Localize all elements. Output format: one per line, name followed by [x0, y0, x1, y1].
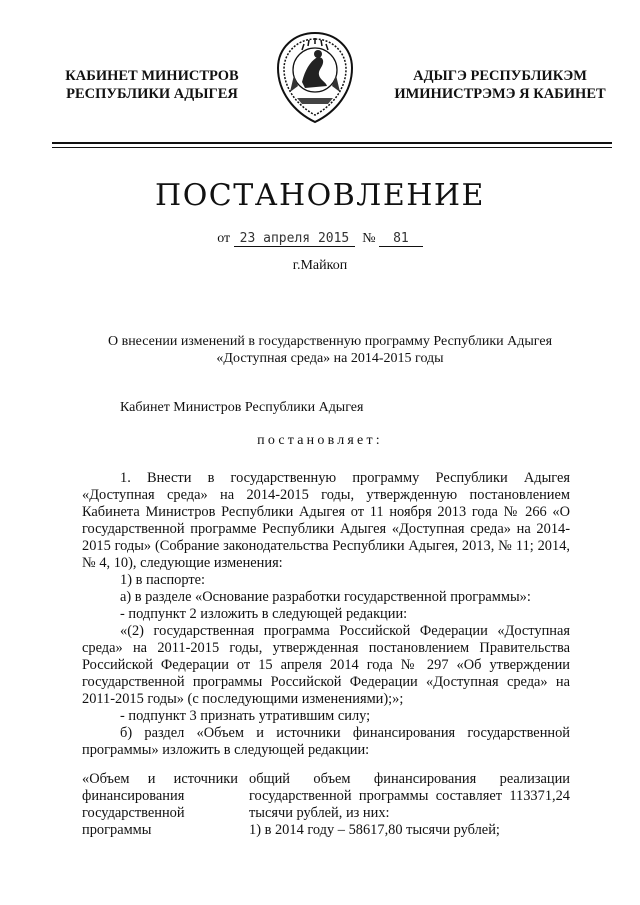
body-paragraph: - подпункт 2 изложить в следующей редакции: [120, 606, 408, 622]
coat-of-arms-icon [272, 30, 358, 126]
date-from-label: от [217, 231, 231, 246]
header-divider-thick [52, 142, 612, 144]
document-title: ПОСТАНОВЛЕНИЕ [155, 178, 485, 213]
header-right-line1: АДЫГЭ РЕСПУБЛИКЭМ [413, 68, 587, 84]
document-subject [60, 333, 600, 367]
document-date: 23 апреля 2015 [234, 231, 356, 247]
body-paragraph: б) раздел «Объем и источники финансирования государственной программы» изложить в следующей редакции: [82, 725, 570, 758]
body-paragraph: «(2) государственная программа Российской Федерации «Доступная среда» на 2011-2015 годы, утвержденная постановлением Правительства Российской Федерации от 15 апреля 2014 года № 297 «Об утверждении государственной программы Российской Федерации «Доступная среда» на 2011-2015 годы» (с последующими изменениями);»; [82, 623, 570, 707]
financing-2014: 1) в 2014 году – 58617,80 тысячи рублей; [249, 822, 500, 838]
city-line: г.Майкоп [292, 258, 348, 273]
document-body [82, 470, 570, 759]
financing-total: общий объем финансирования реализации государственной программы составляет 113371,24 тысячи рублей, из них: [249, 771, 570, 821]
header-divider-thin [52, 147, 612, 148]
document-number: 81 [379, 231, 423, 247]
issuing-authority: Кабинет Министров Республики Адыгея [120, 400, 364, 415]
header-left-line1: КАБИНЕТ МИНИСТРОВ [65, 68, 239, 84]
body-paragraph: 1) в паспорте: [120, 572, 206, 588]
body-paragraph: - подпункт 3 признать утратившим силу; [120, 708, 371, 724]
header-left-line2: РЕСПУБЛИКИ АДЫГЕЯ [66, 86, 238, 102]
financing-value-cell [249, 771, 570, 839]
date-number-line [0, 231, 640, 247]
subject-line1: О внесении изменений в государственную программу Республики Адыгея [107, 334, 553, 349]
financing-label-cell: «Объем и источники финансирования государственной программы [82, 771, 238, 838]
body-paragraph: 1. Внести в государственную программу Республики Адыгея «Доступная среда» на 2014-2015 годы, утвержденную постановлением Кабинета Министров Республики Адыгея от 11 ноября 2013 года № 266 «О государственной программе Республики Адыгея «Доступная среда» на 2014-2015 годы» (Собрание законодательства Республики Адыгея, 2013, № 11; 2014, № 4, 10), следующие изменения: [82, 470, 570, 571]
header-right-line2: ИМИНИСТРЭМЭ Я КАБИНЕТ [394, 86, 606, 102]
subject-line2: «Доступная среда» на 2014-2015 годы [216, 351, 444, 366]
header-left-block [54, 67, 250, 103]
body-paragraph: а) в разделе «Основание разработки государственной программы»: [120, 589, 531, 605]
header-right-block [384, 67, 616, 103]
decree-word: постановляет: [257, 433, 383, 448]
number-label: № [362, 231, 376, 246]
